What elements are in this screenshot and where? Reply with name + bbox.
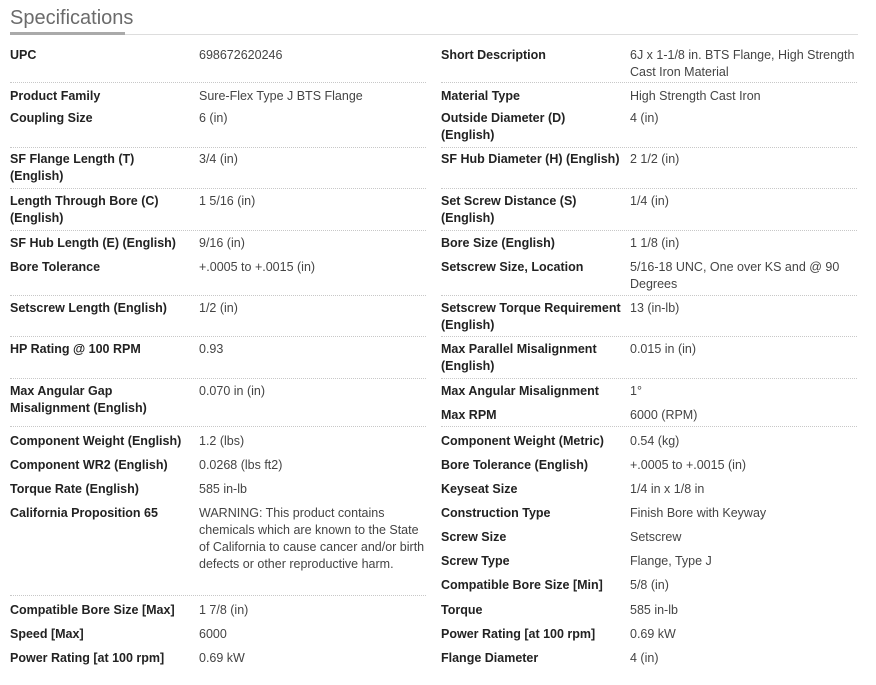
spec-value: 698672620246 (199, 48, 283, 62)
spec-row-setscrew-torque (441, 296, 857, 337)
spec-value: 0.070 in (in) (199, 384, 266, 398)
spec-label: SF Hub Length (E) (English) (10, 236, 176, 250)
title-underline (10, 32, 125, 35)
spec-value: 585 in-lb (199, 482, 247, 496)
spec-row-compatible-bore-max (10, 596, 426, 620)
spec-label: Setscrew Size, Location (441, 260, 584, 274)
spec-value: 1/4 in x 1/8 in (630, 482, 705, 496)
spec-row-upc (10, 41, 426, 83)
spec-row-screw-type (441, 547, 857, 571)
spec-value: 1° (630, 384, 642, 398)
spec-row-component-weight (10, 427, 426, 451)
spec-row-compatible-bore-min (441, 571, 857, 596)
spec-value: 4 (in) (630, 651, 659, 665)
spec-row-max-parallel-misalignment (441, 337, 857, 379)
spec-row-max-angular-misalignment (441, 379, 857, 403)
spec-value: WARNING: This product contains chemicals which are known to the State of California to cause cancer and/or birth defects or other reproductive harm. (199, 506, 425, 571)
spec-label: Max Angular Misalignment (441, 384, 599, 398)
spec-label: Torque (441, 603, 483, 617)
spec-value: Finish Bore with Keyway (630, 506, 767, 520)
spec-label: SF Hub Diameter (H) (English) (441, 152, 620, 166)
spec-row-coupling-size (10, 107, 426, 148)
spec-value: 0.015 in (in) (630, 342, 697, 356)
spec-label: California Proposition 65 (10, 506, 158, 520)
spec-row-sf-hub-diameter (441, 148, 857, 189)
spec-value: 6 (in) (199, 111, 228, 125)
spec-row-component-weight-metric (441, 427, 857, 451)
spec-value: 6J x 1-1/8 in. BTS Flange, High Strength Cast Iron Material (630, 48, 855, 79)
spec-value: 6000 (199, 627, 227, 641)
spec-row-speed-max (10, 620, 426, 644)
spec-row-torque (441, 596, 857, 620)
spec-label: Length Through Bore (C) (English) (10, 194, 159, 225)
spec-value: Setscrew (630, 530, 682, 544)
spec-row-setscrew-size-location (441, 255, 857, 296)
spec-label: Bore Tolerance (10, 260, 101, 274)
spec-label: Coupling Size (10, 111, 93, 125)
spec-value: 0.54 (kg) (630, 434, 680, 448)
spec-value: Flange, Type J (630, 554, 712, 568)
spec-row-screw-size (441, 523, 857, 547)
spec-label: SF Flange Length (T) (English) (10, 152, 135, 183)
spec-row-power-rating-right (441, 620, 857, 644)
spec-value: 2 1/2 (in) (630, 152, 680, 166)
spec-value: 9/16 (in) (199, 236, 245, 250)
spec-label: Bore Tolerance (English) (441, 458, 589, 472)
spec-value: Sure-Flex Type J BTS Flange (199, 89, 363, 103)
spec-label: Component Weight (English) (10, 434, 182, 448)
spec-value: 0.93 (199, 342, 224, 356)
spec-row-bore-size (441, 231, 857, 255)
spec-value: 1 1/8 (in) (630, 236, 680, 250)
spec-value: 0.69 kW (630, 627, 676, 641)
spec-label: Component Weight (Metric) (441, 434, 604, 448)
spec-label: Short Description (441, 48, 546, 62)
spec-label: Speed [Max] (10, 627, 84, 641)
spec-value: 5/8 (in) (630, 578, 669, 592)
spec-value: 1/2 (in) (199, 301, 238, 315)
spec-row-power-rating (10, 644, 426, 668)
spec-row-california-prop-65 (10, 499, 426, 596)
spec-label: Keyseat Size (441, 482, 518, 496)
spec-value: 3/4 (in) (199, 152, 238, 166)
spec-label: Flange Diameter (441, 651, 539, 665)
spec-label: Max Parallel Misalignment (English) (441, 342, 597, 373)
spec-label: Bore Size (English) (441, 236, 555, 250)
spec-label: Setscrew Torque Requirement (English) (441, 301, 621, 332)
spec-value: 6000 (RPM) (630, 408, 698, 422)
spec-row-sf-flange-length (10, 148, 426, 189)
spec-row-outside-diameter (441, 107, 857, 148)
spec-row-bore-tolerance (10, 255, 426, 296)
spec-label: Material Type (441, 89, 520, 103)
spec-row-flange-diameter (441, 644, 857, 668)
spec-label: Screw Size (441, 530, 507, 544)
spec-value: 13 (in-lb) (630, 301, 680, 315)
spec-label: Screw Type (441, 554, 510, 568)
spec-label: Max RPM (441, 408, 497, 422)
spec-value: 585 in-lb (630, 603, 678, 617)
spec-label: Compatible Bore Size [Min] (441, 578, 603, 592)
spec-value: 5/16-18 UNC, One over KS and @ 90 Degrees (630, 260, 840, 291)
spec-value: 1/4 (in) (630, 194, 669, 208)
spec-row-bore-tolerance-english (441, 451, 857, 475)
specs-left-column (10, 41, 426, 668)
spec-label: Component WR2 (English) (10, 458, 168, 472)
spec-label: Max Angular Gap Misalignment (English) (10, 384, 147, 415)
spec-label: Setscrew Length (English) (10, 301, 167, 315)
spec-label: Product Family (10, 89, 101, 103)
page-title: Specifications (10, 7, 134, 29)
spec-label: Compatible Bore Size [Max] (10, 603, 175, 617)
spec-label: Outside Diameter (D) (English) (441, 111, 566, 142)
spec-row-max-angular-gap (10, 379, 426, 427)
spec-value: High Strength Cast Iron (630, 89, 761, 103)
spec-row-component-wr2 (10, 451, 426, 475)
spec-label: Set Screw Distance (S) (English) (441, 194, 577, 225)
spec-value: 4 (in) (630, 111, 659, 125)
spec-row-product-family (10, 83, 426, 107)
spec-row-keyseat-size (441, 475, 857, 499)
spec-value: +.0005 to +.0015 (in) (630, 458, 747, 472)
spec-label: UPC (10, 48, 37, 62)
spec-row-max-rpm (441, 403, 857, 427)
spec-row-sf-hub-length (10, 231, 426, 255)
spec-value: 0.0268 (lbs ft2) (199, 458, 283, 472)
spec-value: 0.69 kW (199, 651, 245, 665)
spec-row-short-description (441, 41, 857, 83)
spec-label: Power Rating [at 100 rpm] (441, 627, 596, 641)
spec-row-material-type (441, 83, 857, 107)
spec-row-construction-type (441, 499, 857, 523)
spec-row-setscrew-length (10, 296, 426, 337)
spec-row-length-through-bore (10, 189, 426, 231)
spec-row-torque-rate (10, 475, 426, 499)
spec-value: 1.2 (lbs) (199, 434, 245, 448)
spec-value: 1 7/8 (in) (199, 603, 249, 617)
spec-row-set-screw-distance (441, 189, 857, 231)
spec-label: Power Rating [at 100 rpm] (10, 651, 165, 665)
spec-value: +.0005 to +.0015 (in) (199, 260, 316, 274)
spec-label: Torque Rate (English) (10, 482, 139, 496)
specifications-header (10, 0, 858, 35)
spec-label: Construction Type (441, 506, 551, 520)
spec-value: 1 5/16 (in) (199, 194, 256, 208)
spec-label: HP Rating @ 100 RPM (10, 342, 141, 356)
spec-row-hp-rating (10, 337, 426, 379)
specs-right-column (441, 41, 857, 668)
